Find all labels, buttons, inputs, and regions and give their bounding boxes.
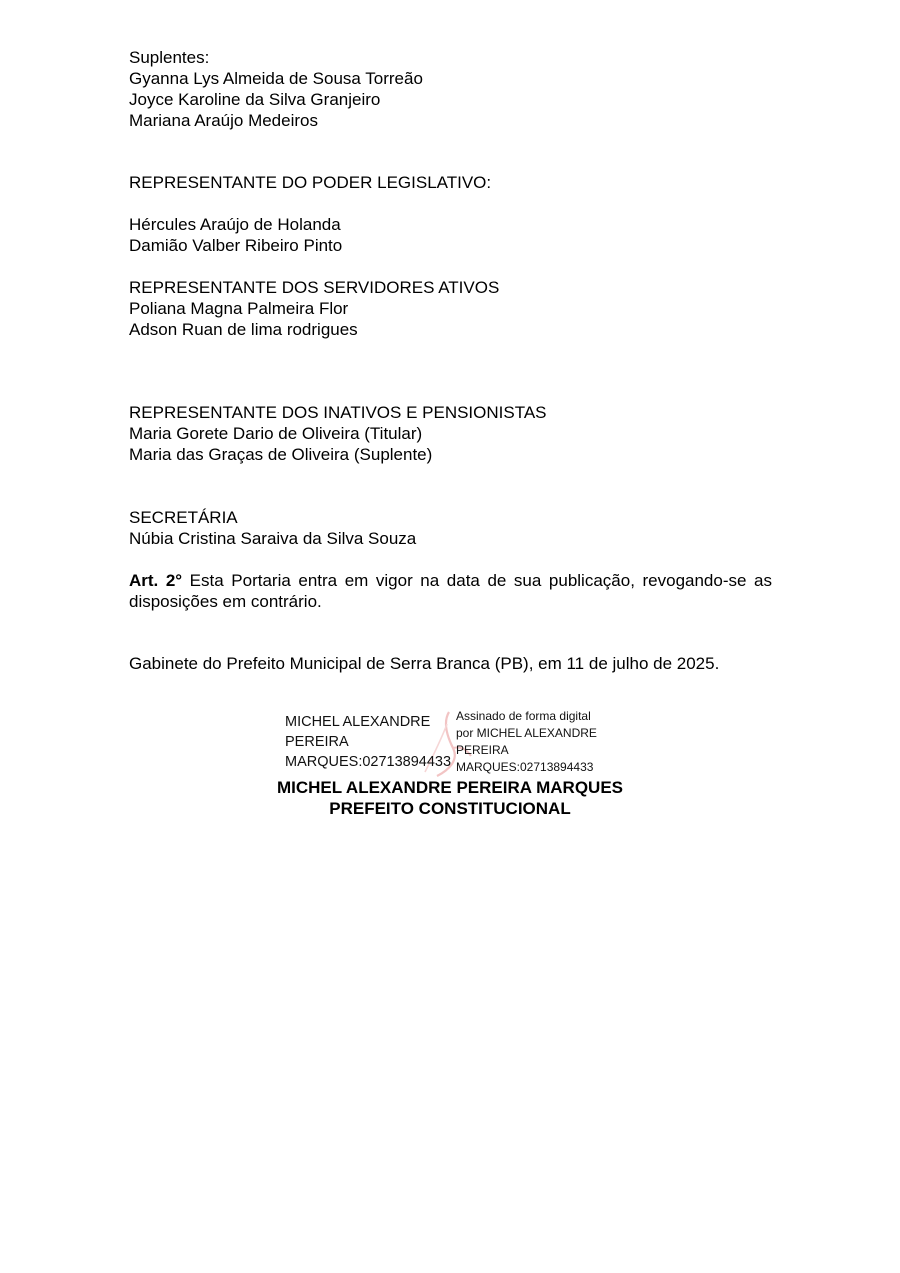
signature-left-line: PEREIRA xyxy=(285,734,349,750)
signature-right-line: Assinado de forma digital xyxy=(456,709,591,723)
article-text: Esta Portaria entra em vigor na data de sua publicação, revogando-se as disposições em contrário. xyxy=(129,571,772,611)
signature-right-line: por MICHEL ALEXANDRE xyxy=(456,726,597,740)
secretaria-heading: SECRETÁRIA xyxy=(129,508,238,527)
suplente-name: Joyce Karoline da Silva Granjeiro xyxy=(129,90,381,109)
legislativo-heading: REPRESENTANTE DO PODER LEGISLATIVO: xyxy=(129,173,492,192)
legislativo-member: Damião Valber Ribeiro Pinto xyxy=(129,236,343,255)
article-2-paragraph xyxy=(129,570,772,612)
article-label: Art. 2° xyxy=(129,571,183,590)
inativos-member: Maria Gorete Dario de Oliveira (Titular) xyxy=(129,424,423,443)
secretaria-member: Núbia Cristina Saraiva da Silva Souza xyxy=(129,529,417,548)
legislativo-member: Hércules Araújo de Holanda xyxy=(129,215,341,234)
inativos-heading: REPRESENTANTE DOS INATIVOS E PENSIONISTAS xyxy=(129,403,547,422)
servidores-ativos-heading: REPRESENTANTE DOS SERVIDORES ATIVOS xyxy=(129,278,500,297)
digital-signature-stamp xyxy=(285,708,625,778)
signer-title: PREFEITO CONSTITUCIONAL xyxy=(329,799,571,818)
suplente-name: Mariana Araújo Medeiros xyxy=(129,111,318,130)
servidores-ativos-member: Poliana Magna Palmeira Flor xyxy=(129,299,349,318)
signature-signer-text xyxy=(285,712,451,772)
closing-statement: Gabinete do Prefeito Municipal de Serra Branca (PB), em 11 de julho de 2025. xyxy=(129,654,720,673)
servidores-ativos-member: Adson Ruan de lima rodrigues xyxy=(129,320,358,339)
inativos-member: Maria das Graças de Oliveira (Suplente) xyxy=(129,445,433,464)
suplentes-heading: Suplentes: xyxy=(129,48,210,67)
signature-right-line: PEREIRA xyxy=(456,743,509,757)
signature-info-text xyxy=(456,708,597,776)
signature-left-line: MICHEL ALEXANDRE xyxy=(285,714,431,730)
signer-name: MICHEL ALEXANDRE PEREIRA MARQUES xyxy=(276,778,623,797)
signature-left-line: MARQUES:02713894433 xyxy=(285,754,452,770)
signature-right-line: MARQUES:02713894433 xyxy=(456,760,594,774)
suplente-name: Gyanna Lys Almeida de Sousa Torreão xyxy=(129,69,423,88)
